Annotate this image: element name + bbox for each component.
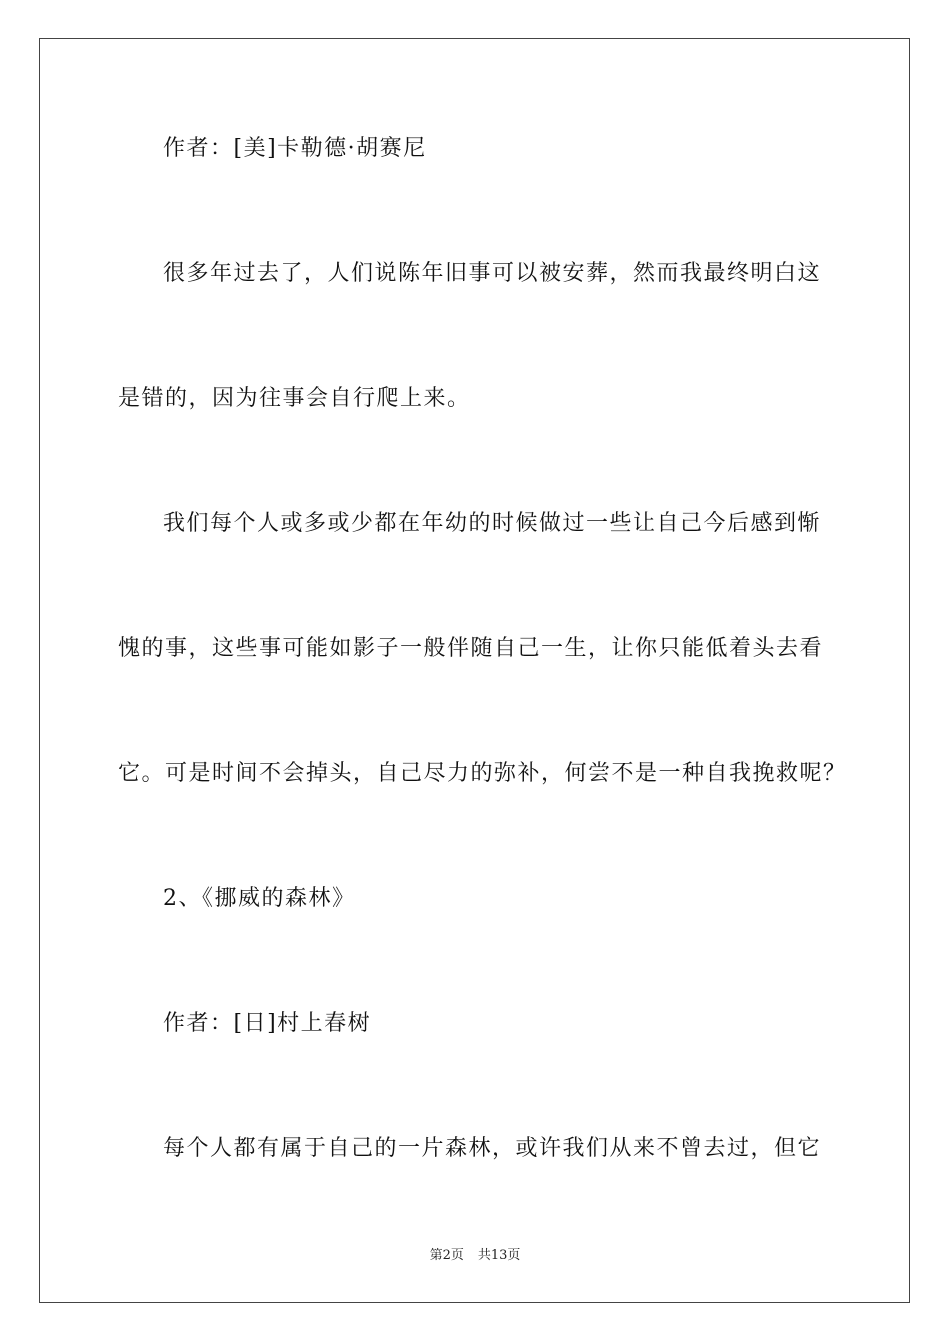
paragraph-line: 每个人都有属于自己的一片森林，或许我们从来不曾去过，但它 bbox=[163, 1136, 822, 1161]
page-number: 第2页 bbox=[429, 1248, 464, 1263]
paragraph-line: 是错的，因为往事会自行爬上来。 bbox=[118, 386, 471, 411]
total-pages: 共13页 bbox=[477, 1248, 521, 1263]
section-heading: 2、《挪威的森林》 bbox=[163, 886, 356, 911]
paragraph-line: 愧的事，这些事可能如影子一般伴随自己一生，让你只能低着头去看 bbox=[118, 636, 824, 661]
paragraph-line: 它。可是时间不会掉头，自己尽力的弥补，何尝不是一种自我挽救呢？ bbox=[118, 761, 847, 786]
paragraph-line: 很多年过去了，人们说陈年旧事可以被安葬，然而我最终明白这 bbox=[163, 261, 822, 286]
page-border bbox=[39, 38, 910, 1303]
paragraph-line: 我们每个人或多或少都在年幼的时候做过一些让自己今后感到惭 bbox=[163, 511, 822, 536]
author-line: 作者：[美]卡勒德·胡赛尼 bbox=[163, 136, 427, 161]
page-footer bbox=[0, 1247, 950, 1265]
author-line: 作者：[日]村上春树 bbox=[163, 1011, 372, 1036]
